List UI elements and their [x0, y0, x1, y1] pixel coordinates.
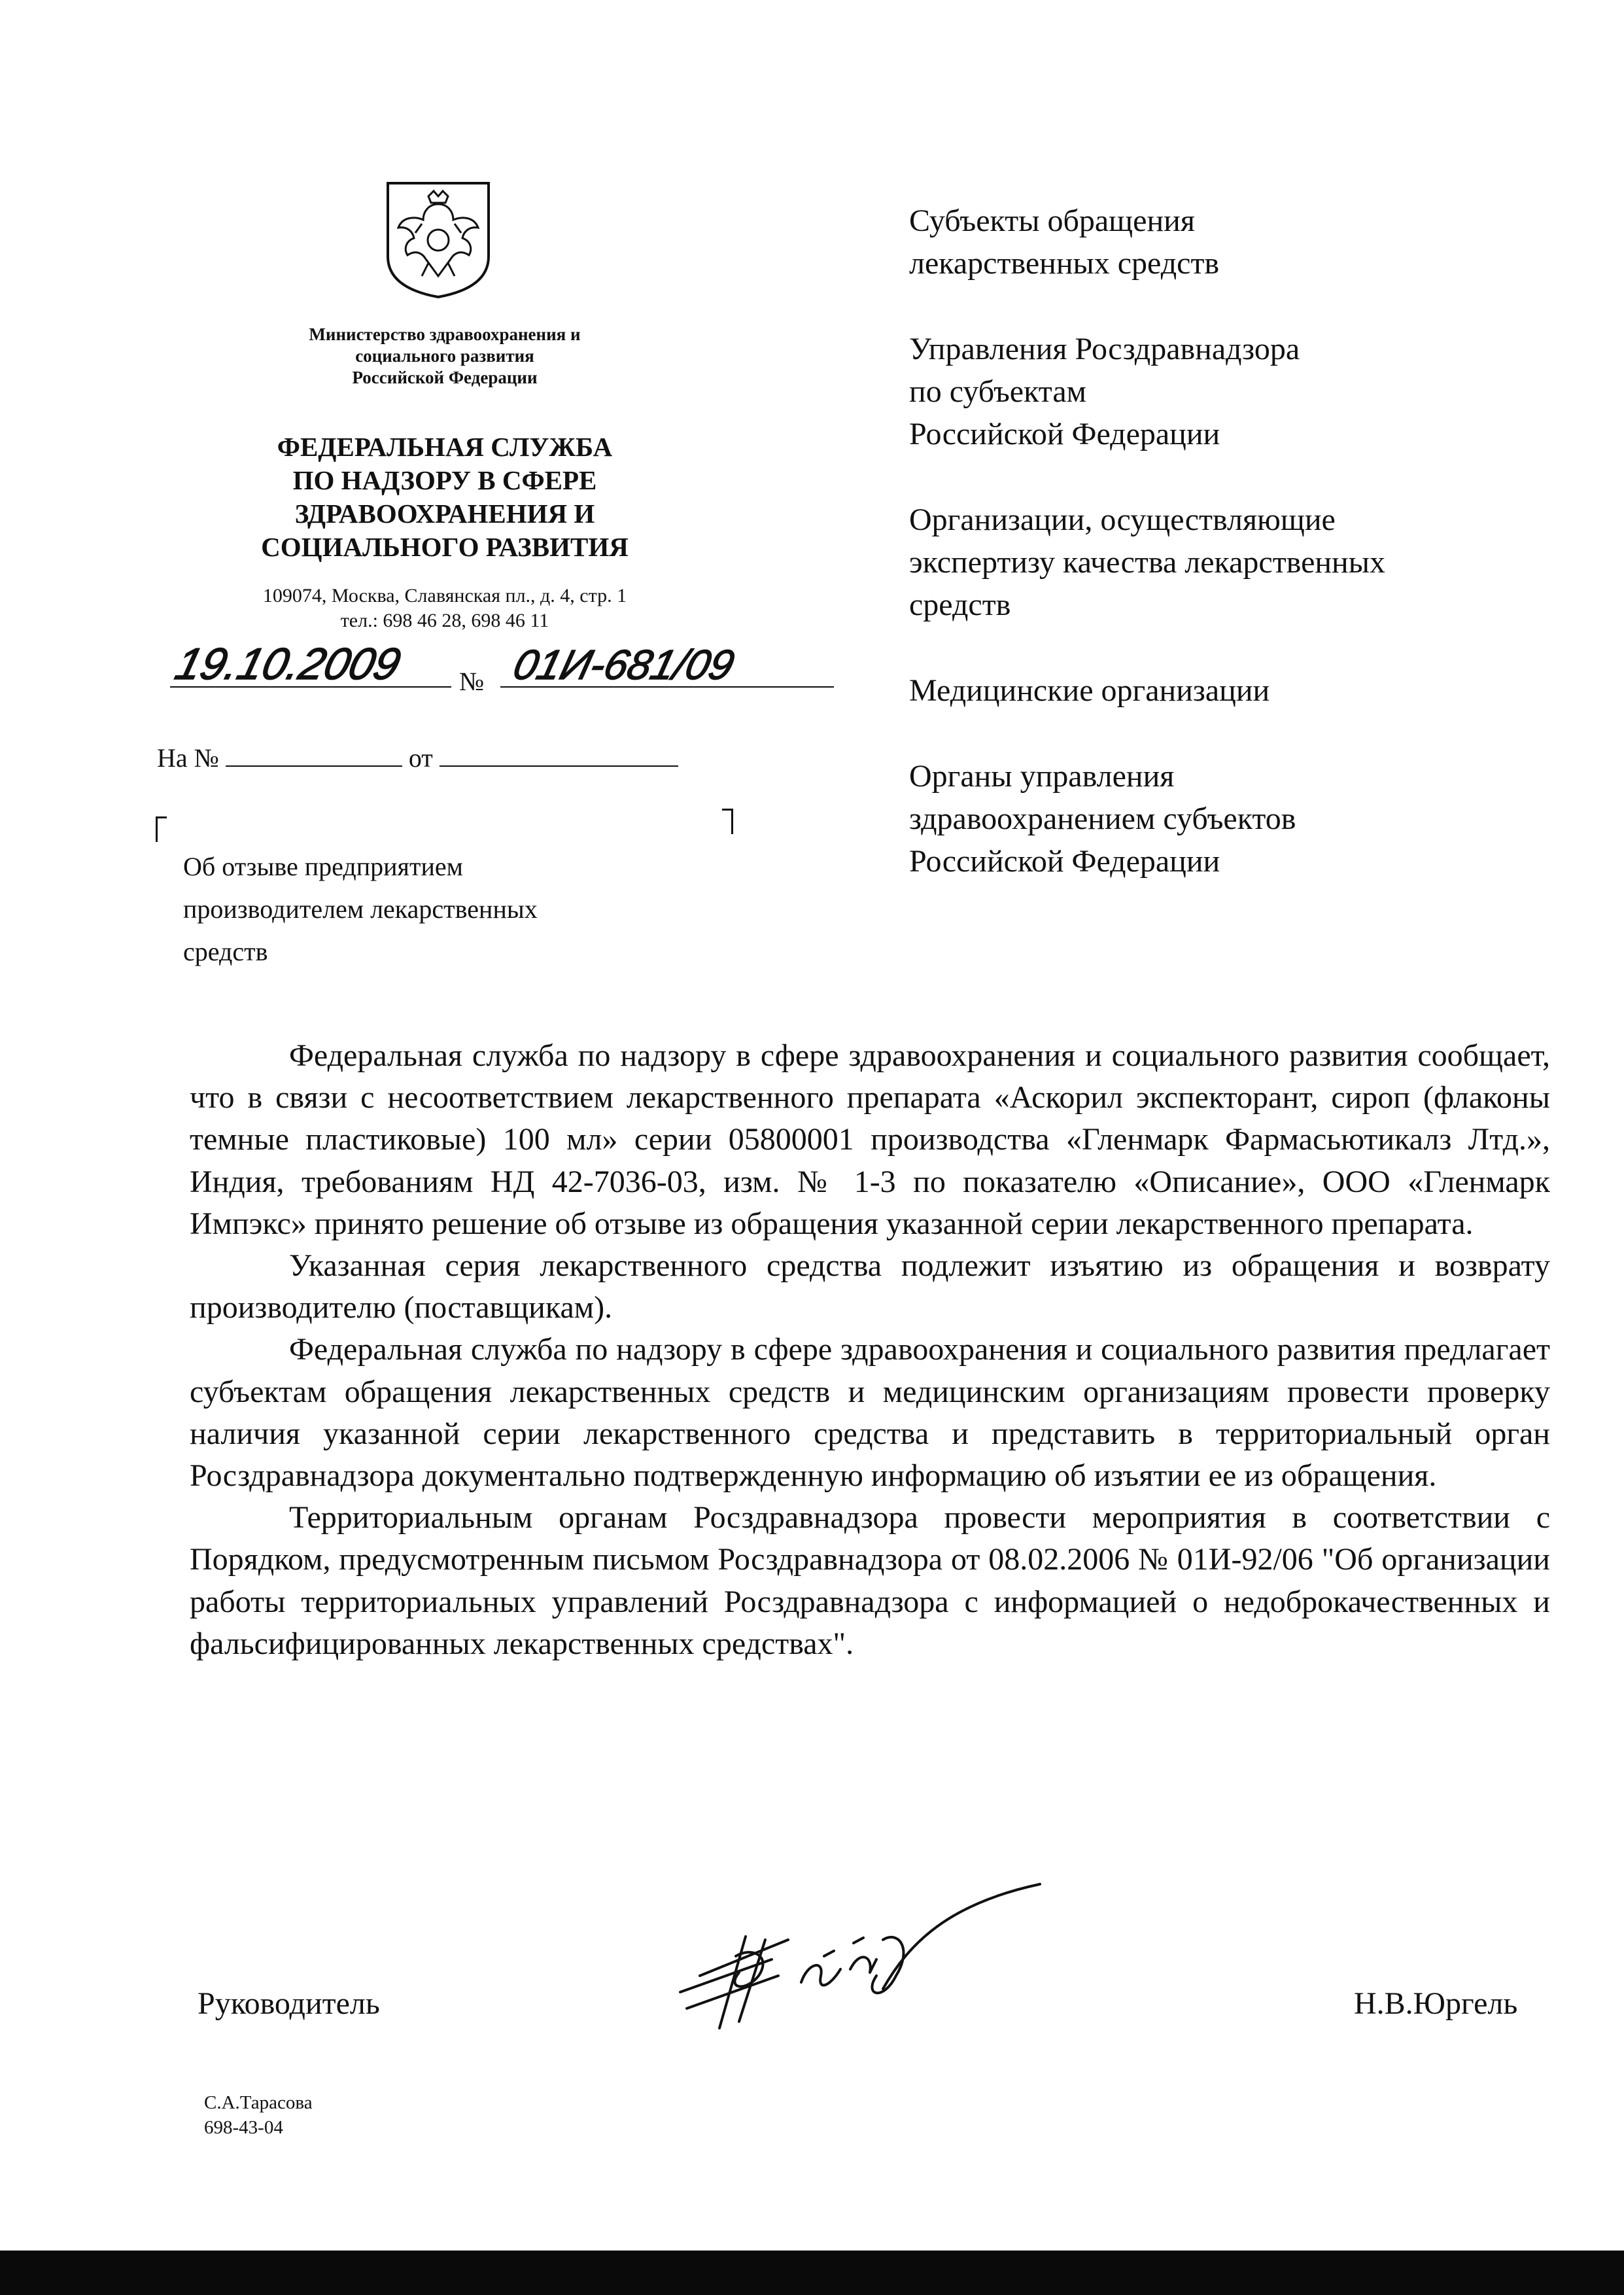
ministry-name: [235, 324, 654, 389]
document-number: 01И-681/09: [509, 640, 739, 688]
recipient-line: лекарственных средств: [909, 246, 1220, 281]
recipients-block: [909, 200, 1563, 926]
ref-prefix: На №: [157, 743, 219, 773]
coat-of-arms-icon: [383, 178, 494, 301]
subject-bracket-left: [156, 816, 167, 842]
body-paragraph: Территориальным органам Росздравнадзора провести мероприятия в соответствии с Порядком, предусмотренным письмом Росздравнадзора от 08.02.2006 № 01И-92/06 "Об организации работы территориальных управлений Росздравнадзора с информацией о недоброкачественных и фальсифицированных лекарственных средствах".: [190, 1500, 1550, 1661]
ref-date-blank: [440, 746, 678, 767]
handwritten-number: [500, 633, 834, 692]
scan-edge-band: [0, 2251, 1624, 2295]
recipient-line: Российской Федерации: [909, 417, 1220, 451]
service-line: ФЕДЕРАЛЬНАЯ СЛУЖБА: [277, 432, 613, 462]
recipient-line: здравоохранением субъектов: [909, 801, 1296, 836]
recipient-line: Органы управления: [909, 759, 1175, 794]
recipient-line: по субъектам: [909, 374, 1087, 409]
ministry-line: Российской Федерации: [352, 368, 538, 387]
service-address: [196, 584, 693, 633]
recipient: [909, 200, 1563, 285]
service-line: ПО НАДЗОРУ В СФЕРЕ: [292, 465, 597, 495]
recipient-line: экспертизу качества лекарственных: [909, 545, 1385, 580]
ministry-line: социального развития: [355, 346, 534, 366]
executor-name: С.А.Тарасова: [204, 2092, 313, 2113]
phone-line: тел.: 698 46 28, 698 46 11: [340, 610, 549, 631]
recipient-line: Организации, осуществляющие: [909, 502, 1336, 537]
subject-line: Об отзыве предприятием: [183, 852, 463, 881]
recipient: [909, 328, 1563, 455]
recipient-line: Российской Федерации: [909, 844, 1220, 879]
subject-line: производителем лекарственных: [183, 894, 538, 924]
subject: [183, 845, 706, 973]
ref-number-blank: [226, 746, 402, 767]
recipient: [909, 499, 1563, 626]
subject-bracket-right: [722, 809, 733, 834]
recipient-line: Управления Росздравнадзора: [909, 332, 1300, 366]
ministry-line: Министерство здравоохранения и: [309, 324, 581, 344]
service-line: ЗДРАВООХРАНЕНИЯ И: [294, 499, 595, 529]
executor-phone: 698-43-04: [204, 2117, 283, 2138]
ref-from: от: [408, 743, 433, 773]
signatory-role: Руководитель: [198, 1986, 380, 2021]
subject-line: средств: [183, 937, 268, 966]
handwritten-signature: [674, 1878, 1046, 2035]
recipient-line: средств: [909, 587, 1011, 622]
service-name: [196, 430, 693, 564]
service-line: СОЦИАЛЬНОГО РАЗВИТИЯ: [261, 532, 629, 562]
recipient-line: Медицинские организации: [909, 673, 1270, 708]
body-paragraph: Указанная серия лекарственного средства подлежит изъятию из обращения и возврату производителю (поставщикам).: [190, 1248, 1550, 1325]
recipient: [909, 755, 1563, 883]
reference-line: [157, 743, 678, 773]
executor-info: [204, 2090, 313, 2140]
signatory-name: Н.В.Юргель: [1354, 1986, 1518, 2021]
body-paragraph: Федеральная служба по надзору в сфере здравоохранения и социального развития предлагает субъектам обращения лекарственных средств и медицинским организациям провести проверку наличия указанной серии лекарственного средства и представить в территориальный орган Росздравнадзора документально подтвержденную информацию об изъятии ее из обращения.: [190, 1332, 1550, 1494]
recipient-line: Субъекты обращения: [909, 203, 1195, 238]
number-sign: №: [459, 667, 485, 696]
handwritten-date: [170, 633, 451, 692]
document-date: 19.10.2009: [170, 638, 406, 689]
letter-body: [190, 1035, 1550, 1665]
body-paragraph: Федеральная служба по надзору в сфере здравоохранения и социального развития сообщает, что в связи с несоответствием лекарственного препарата «Аскорил экспекторант, сироп (флаконы темные пластиковые) 100 мл» серии 05800001 производства «Гленмарк Фармасьютикалз Лтд.», Индия, требованиям НД 42-7036-03, изм. № 1-3 по показателю «Описание», ООО «Гленмарк Импэкс» принято решение об отзыве из обращения указанной серии лекарственного препарата.: [190, 1038, 1550, 1241]
address-line: 109074, Москва, Славянская пл., д. 4, стр. 1: [262, 585, 627, 606]
recipient: [909, 669, 1563, 712]
